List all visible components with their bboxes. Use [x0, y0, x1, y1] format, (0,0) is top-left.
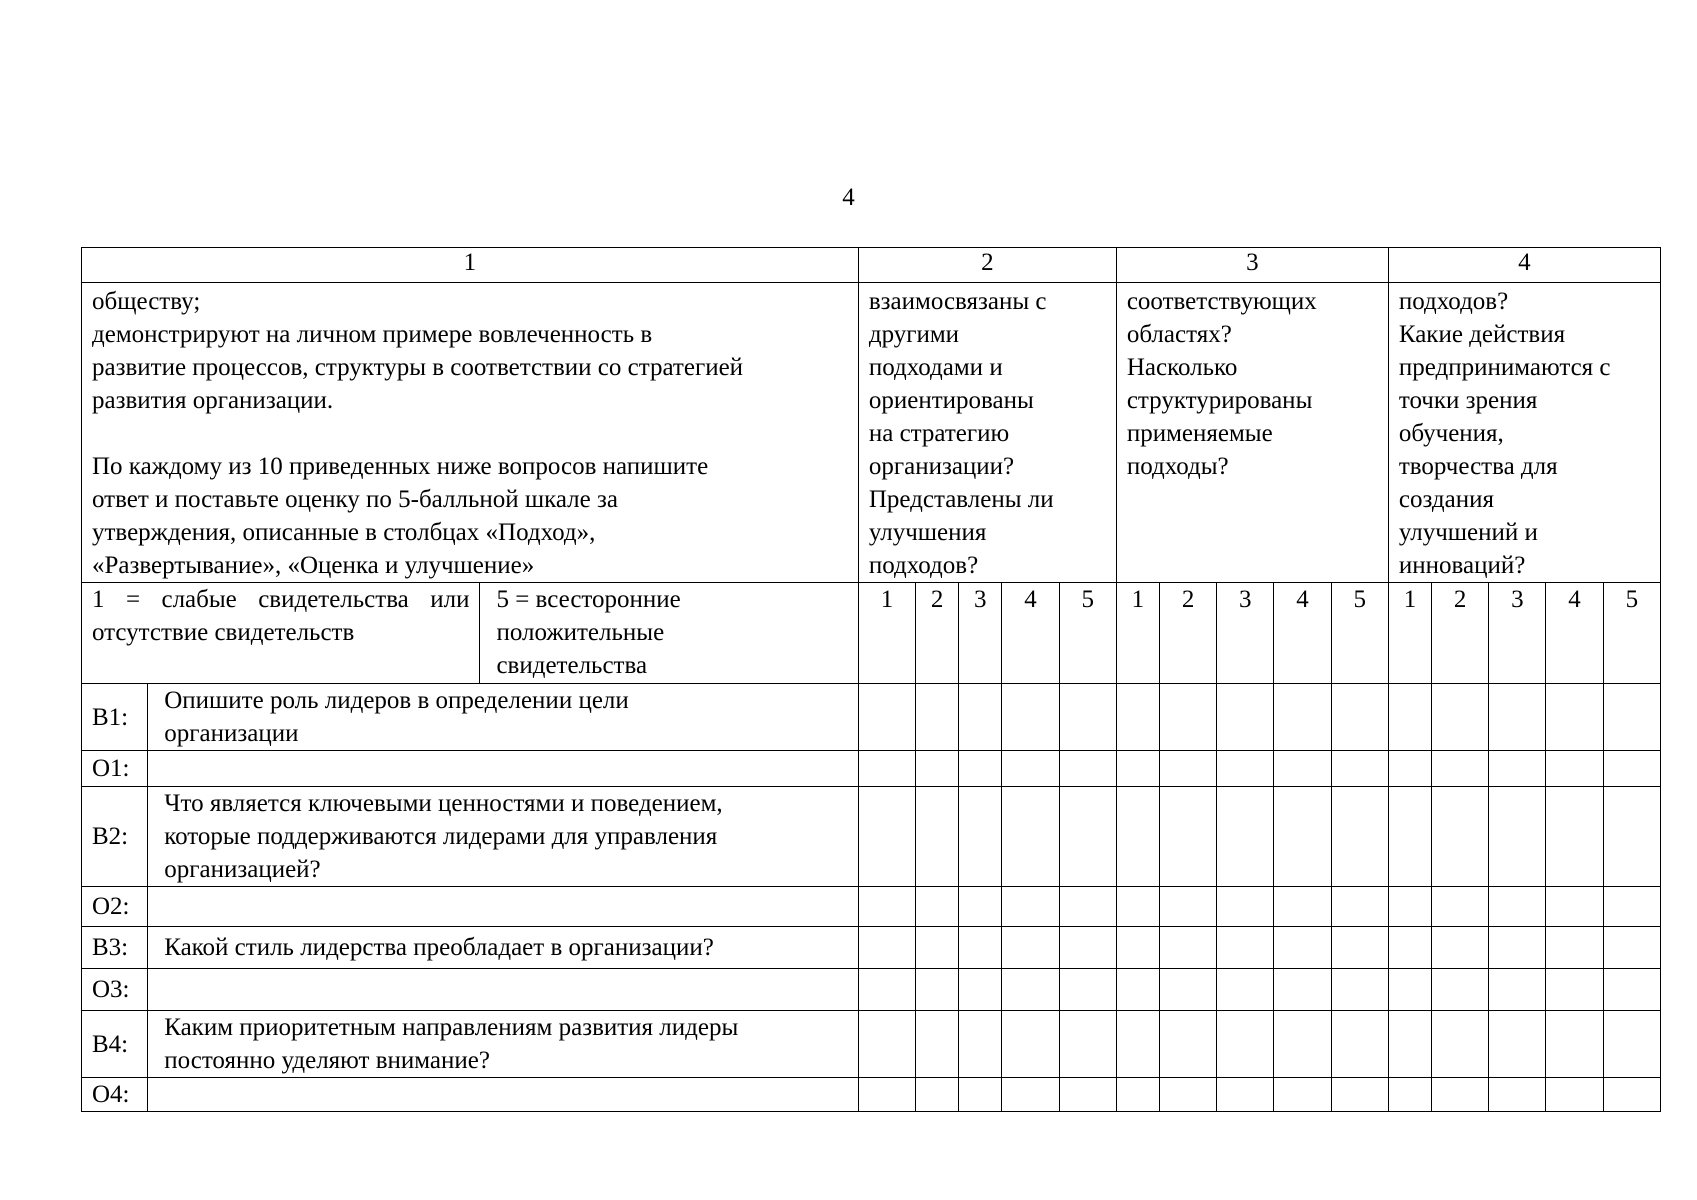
col1-line: демонстрируют на личном примере вовлеченность в — [92, 321, 653, 348]
col4-line: предпринимаются с — [1398, 354, 1611, 381]
col1-line: развитие процессов, структуры в соответствии со стратегией — [92, 354, 744, 381]
score-cell[interactable] — [1388, 787, 1431, 887]
question-text — [148, 684, 859, 751]
table-row — [82, 684, 1661, 751]
score-label: 3 — [1489, 583, 1546, 684]
question-line: организации — [164, 720, 299, 747]
col4-line: обучения, — [1398, 420, 1504, 447]
score-cell[interactable] — [1388, 1078, 1431, 1112]
score-cell[interactable] — [1274, 887, 1331, 927]
score-cell[interactable] — [1603, 927, 1660, 969]
score-cell[interactable] — [1116, 751, 1159, 787]
score-label: 5 — [1059, 583, 1116, 684]
score-cell[interactable] — [1546, 787, 1603, 887]
answer-code: O1: — [82, 751, 148, 787]
criteria-col-4 — [1388, 283, 1660, 583]
criteria-col-3 — [1116, 283, 1388, 583]
score-cell[interactable] — [1002, 1011, 1059, 1078]
score-label: 4 — [1274, 583, 1331, 684]
table-row — [82, 1078, 1661, 1112]
score-cell[interactable] — [1489, 787, 1546, 887]
score-cell[interactable] — [1217, 787, 1274, 887]
score-cell[interactable] — [1432, 751, 1489, 787]
col3-line: Насколько — [1126, 354, 1238, 381]
score-cell[interactable] — [1274, 1011, 1331, 1078]
score-cell[interactable] — [916, 751, 959, 787]
score-label: 3 — [1217, 583, 1274, 684]
score-cell[interactable] — [1432, 1078, 1489, 1112]
col2-line: Представлены ли — [868, 486, 1054, 513]
answer-cell[interactable] — [148, 969, 859, 1011]
score-cell[interactable] — [1159, 684, 1216, 751]
score-cell[interactable] — [1217, 684, 1274, 751]
score-cell[interactable] — [1059, 787, 1116, 887]
col4-line: творчества для — [1398, 453, 1558, 480]
score-cell[interactable] — [1331, 1011, 1388, 1078]
criteria-row — [82, 283, 1661, 583]
score-cell[interactable] — [1489, 1011, 1546, 1078]
score-cell[interactable] — [1331, 1078, 1388, 1112]
score-cell[interactable] — [1388, 887, 1431, 927]
question-code: B4: — [82, 1011, 148, 1078]
score-label: 1 — [1116, 583, 1159, 684]
score-cell[interactable] — [1432, 969, 1489, 1011]
score-cell[interactable] — [959, 1011, 1002, 1078]
answer-code: O3: — [82, 969, 148, 1011]
score-cell[interactable] — [916, 1078, 959, 1112]
col2-line: ориентированы — [868, 387, 1034, 414]
scale-high-label — [480, 583, 858, 684]
question-code: B1: — [82, 684, 148, 751]
score-cell[interactable] — [1159, 1011, 1216, 1078]
score-cell[interactable] — [1489, 1078, 1546, 1112]
score-cell[interactable] — [1217, 751, 1274, 787]
score-label: 5 — [1603, 583, 1660, 684]
scale-row — [82, 583, 1661, 684]
score-cell[interactable] — [1002, 684, 1059, 751]
question-line: постоянно уделяют внимание? — [164, 1047, 490, 1074]
question-code: B2: — [82, 787, 148, 887]
col3-line: областях? — [1126, 321, 1232, 348]
score-cell[interactable] — [858, 969, 915, 1011]
score-label: 1 — [858, 583, 915, 684]
col4-line: улучшений и — [1398, 519, 1538, 546]
scale-high-line: 5 = всесторонние — [496, 586, 681, 613]
score-cell[interactable] — [1159, 751, 1216, 787]
answer-code: O2: — [82, 887, 148, 927]
score-cell[interactable] — [1217, 969, 1274, 1011]
score-cell[interactable] — [916, 969, 959, 1011]
score-cell[interactable] — [858, 751, 915, 787]
score-cell[interactable] — [1546, 751, 1603, 787]
score-cell[interactable] — [1432, 684, 1489, 751]
score-cell[interactable] — [1217, 1078, 1274, 1112]
col2-line: организации? — [868, 453, 1015, 480]
answer-cell[interactable] — [148, 887, 859, 927]
score-cell[interactable] — [1116, 684, 1159, 751]
score-label: 2 — [916, 583, 959, 684]
col2-line: взаимосвязаны с — [868, 288, 1047, 315]
score-cell[interactable] — [1331, 887, 1388, 927]
score-cell[interactable] — [1489, 969, 1546, 1011]
col4-line: инноваций? — [1398, 552, 1526, 579]
score-cell[interactable] — [1002, 887, 1059, 927]
score-cell[interactable] — [959, 887, 1002, 927]
score-cell[interactable] — [1159, 927, 1216, 969]
score-cell[interactable] — [1274, 787, 1331, 887]
score-cell[interactable] — [1002, 751, 1059, 787]
score-cell[interactable] — [1432, 1011, 1489, 1078]
col4-line: точки зрения — [1398, 387, 1538, 414]
score-cell[interactable] — [1546, 887, 1603, 927]
scale-low-line: 1 = слабые свидетельства или — [92, 586, 470, 613]
score-label: 1 — [1388, 583, 1431, 684]
score-cell[interactable] — [1059, 1011, 1116, 1078]
col1-line: утверждения, описанные в столбцах «Подход», — [92, 519, 596, 546]
col4-line: Какие действия — [1398, 321, 1566, 348]
col4-line: подходов? — [1398, 288, 1509, 315]
score-cell[interactable] — [1331, 684, 1388, 751]
score-cell[interactable] — [1603, 751, 1660, 787]
score-cell[interactable] — [1217, 887, 1274, 927]
table-row — [82, 887, 1661, 927]
score-cell[interactable] — [1002, 1078, 1059, 1112]
score-cell[interactable] — [1002, 787, 1059, 887]
page-number: 4 — [842, 184, 855, 211]
score-cell[interactable] — [1274, 969, 1331, 1011]
question-line: которые поддерживаются лидерами для управления — [164, 823, 718, 850]
col2-line: подходами и — [868, 354, 1003, 381]
table-row — [82, 787, 1661, 887]
question-text — [148, 787, 859, 887]
score-cell[interactable] — [959, 787, 1002, 887]
score-cell[interactable] — [916, 787, 959, 887]
score-cell[interactable] — [1217, 927, 1274, 969]
score-cell[interactable] — [1546, 969, 1603, 1011]
score-cell[interactable] — [959, 969, 1002, 1011]
col2-line: другими — [868, 321, 960, 348]
score-cell[interactable] — [1159, 787, 1216, 887]
score-cell[interactable] — [1603, 969, 1660, 1011]
answer-code: O4: — [82, 1078, 148, 1112]
col4-line: создания — [1398, 486, 1494, 513]
score-cell[interactable] — [959, 751, 1002, 787]
score-cell[interactable] — [858, 927, 915, 969]
col3-line: соответствующих — [1126, 288, 1317, 315]
score-cell[interactable] — [1331, 969, 1388, 1011]
score-cell[interactable] — [1059, 927, 1116, 969]
score-cell[interactable] — [959, 684, 1002, 751]
score-cell[interactable] — [858, 787, 915, 887]
score-cell[interactable] — [1603, 787, 1660, 887]
score-cell[interactable] — [1489, 751, 1546, 787]
score-label: 4 — [1002, 583, 1059, 684]
score-cell[interactable] — [959, 1078, 1002, 1112]
col3-line: применяемые — [1126, 420, 1273, 447]
score-cell[interactable] — [1603, 887, 1660, 927]
col2-line: подходов? — [868, 552, 979, 579]
score-cell[interactable] — [1059, 969, 1116, 1011]
col2-line: на стратегию — [868, 420, 1010, 447]
score-label: 2 — [1159, 583, 1216, 684]
question-line: Каким приоритетным направлениям развития лидеры — [164, 1014, 739, 1041]
score-cell[interactable] — [1489, 887, 1546, 927]
criteria-col-2 — [858, 283, 1116, 583]
col1-line: обществу; — [92, 288, 201, 315]
score-cell[interactable] — [1116, 927, 1159, 969]
header-col-4: 4 — [1388, 248, 1660, 283]
score-cell[interactable] — [1388, 751, 1431, 787]
score-cell[interactable] — [1274, 751, 1331, 787]
col1-line: ответ и поставьте оценку по 5-балльной шкале за — [92, 486, 618, 513]
score-cell[interactable] — [1432, 927, 1489, 969]
score-cell[interactable] — [1331, 787, 1388, 887]
score-cell[interactable] — [1217, 1011, 1274, 1078]
score-cell[interactable] — [1059, 751, 1116, 787]
score-cell[interactable] — [1274, 927, 1331, 969]
score-cell[interactable] — [1388, 927, 1431, 969]
score-cell[interactable] — [1002, 969, 1059, 1011]
score-cell[interactable] — [1159, 1078, 1216, 1112]
header-col-3: 3 — [1116, 248, 1388, 283]
score-cell[interactable] — [1432, 787, 1489, 887]
question-text — [148, 927, 859, 969]
score-cell[interactable] — [1546, 927, 1603, 969]
score-cell[interactable] — [1116, 887, 1159, 927]
score-cell[interactable] — [1274, 684, 1331, 751]
table-row — [82, 969, 1661, 1011]
score-cell[interactable] — [1489, 927, 1546, 969]
question-code: B3: — [82, 927, 148, 969]
score-cell[interactable] — [916, 887, 959, 927]
score-cell[interactable] — [1603, 684, 1660, 751]
score-cell[interactable] — [858, 684, 915, 751]
score-cell[interactable] — [1388, 684, 1431, 751]
score-label: 4 — [1546, 583, 1603, 684]
table-row — [82, 1011, 1661, 1078]
score-label: 5 — [1331, 583, 1388, 684]
score-cell[interactable] — [916, 927, 959, 969]
scale-high-line: положительные — [496, 619, 665, 646]
score-cell[interactable] — [1603, 1078, 1660, 1112]
score-cell[interactable] — [1546, 1011, 1603, 1078]
score-cell[interactable] — [1116, 1078, 1159, 1112]
header-col-1: 1 — [82, 248, 859, 283]
score-cell[interactable] — [959, 927, 1002, 969]
score-cell[interactable] — [1546, 684, 1603, 751]
score-cell[interactable] — [1331, 927, 1388, 969]
score-cell[interactable] — [1388, 1011, 1431, 1078]
score-cell[interactable] — [1546, 1078, 1603, 1112]
score-cell[interactable] — [1159, 887, 1216, 927]
answer-cell[interactable] — [148, 751, 859, 787]
question-line: Что является ключевыми ценностями и поведением, — [164, 790, 723, 817]
criteria-col-1 — [82, 283, 859, 583]
score-cell[interactable] — [858, 1011, 915, 1078]
question-line: Опишите роль лидеров в определении цели — [164, 687, 629, 714]
score-cell[interactable] — [1002, 927, 1059, 969]
scale-low-label — [82, 583, 480, 684]
scale-low-line: отсутствие свидетельств — [92, 619, 355, 646]
col3-line: структурированы — [1126, 387, 1313, 414]
score-cell[interactable] — [1331, 751, 1388, 787]
score-cell[interactable] — [1059, 684, 1116, 751]
score-cell[interactable] — [1274, 1078, 1331, 1112]
score-cell[interactable] — [916, 684, 959, 751]
answer-cell[interactable] — [148, 1078, 859, 1112]
col2-line: улучшения — [868, 519, 987, 546]
score-cell[interactable] — [1116, 969, 1159, 1011]
score-cell[interactable] — [858, 1078, 915, 1112]
header-col-2: 2 — [858, 248, 1116, 283]
score-cell[interactable] — [916, 1011, 959, 1078]
score-cell[interactable] — [1059, 1078, 1116, 1112]
col3-line: подходы? — [1126, 453, 1229, 480]
score-label: 2 — [1432, 583, 1489, 684]
score-cell[interactable] — [1159, 969, 1216, 1011]
score-label: 3 — [959, 583, 1002, 684]
question-text — [148, 1011, 859, 1078]
table-row — [82, 927, 1661, 969]
header-row — [82, 248, 1661, 283]
col1-line: По каждому из 10 приведенных ниже вопросов напишите — [92, 453, 709, 480]
question-line: Какой стиль лидерства преобладает в организации? — [164, 934, 714, 961]
col1-line: развития организации. — [92, 387, 334, 414]
col1-line: «Развертывание», «Оценка и улучшение» — [92, 552, 535, 579]
question-line: организацией? — [164, 856, 321, 883]
score-cell[interactable] — [1059, 887, 1116, 927]
score-cell[interactable] — [1489, 684, 1546, 751]
score-cell[interactable] — [1388, 969, 1431, 1011]
score-cell[interactable] — [1116, 1011, 1159, 1078]
score-cell[interactable] — [1432, 887, 1489, 927]
score-cell[interactable] — [1116, 787, 1159, 887]
score-cell[interactable] — [1603, 1011, 1660, 1078]
score-cell[interactable] — [858, 887, 915, 927]
table-row — [82, 751, 1661, 787]
assessment-table — [81, 247, 1661, 1112]
scale-high-line: свидетельства — [496, 652, 648, 679]
